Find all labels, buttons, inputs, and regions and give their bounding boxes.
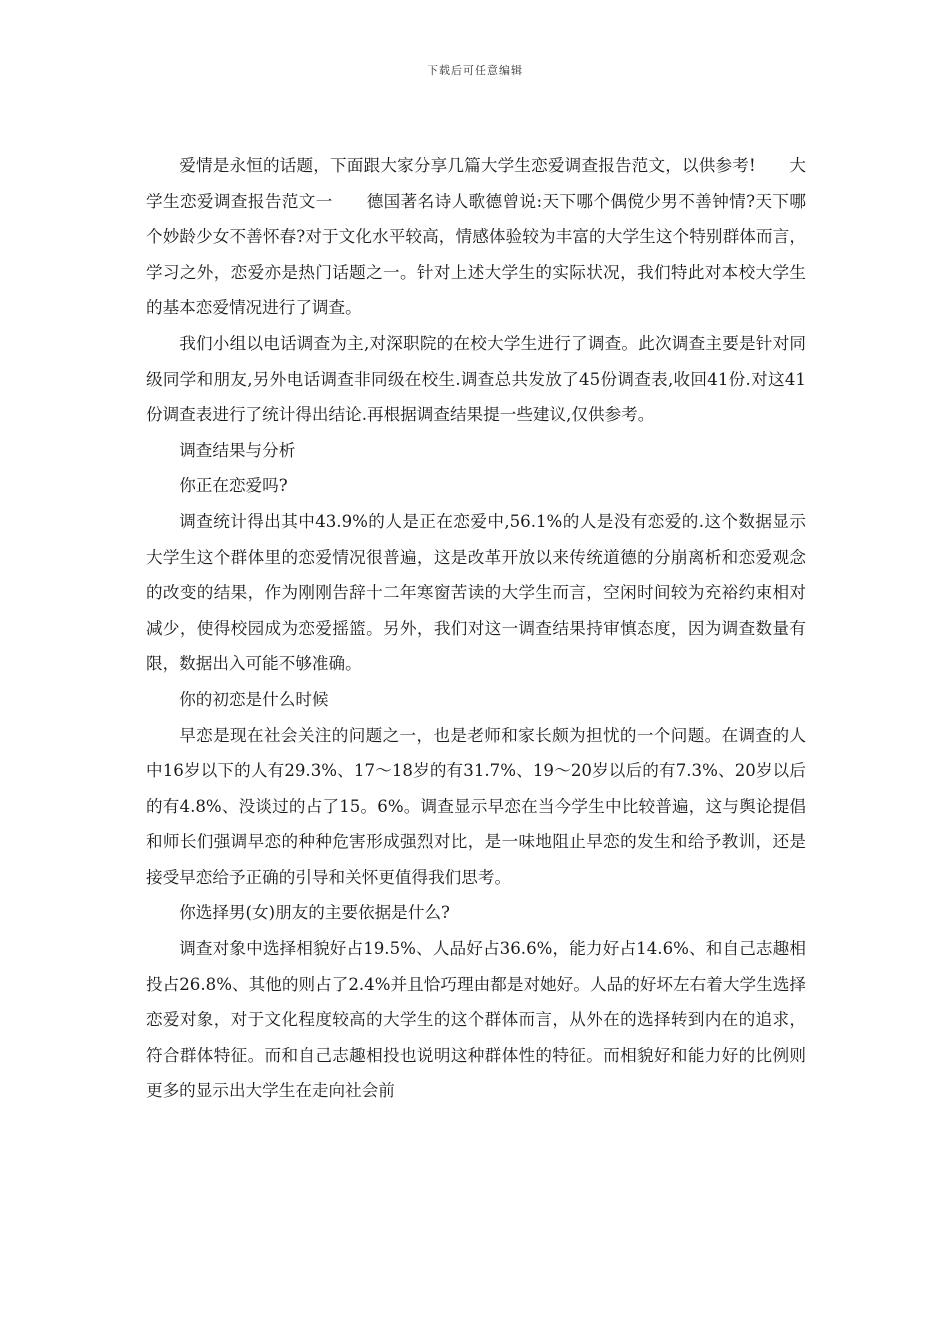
paragraph-criteria-analysis: 调查对象中选择相貌好占19.5%、人品好占36.6%，能力好占14.6%、和自己志趣相投占26.8%、其他的则占了2.4%并且恰巧理由都是对她好。人品的好坏左右着大学生选择恋爱对象，对于文化程度较高的大学生的这个群体而言，从外在的选择转到内在的追求，符合群体特征。而和自己志趣相投也说明这种群体性的特征。而相貌好和能力好的比例则更多的显示出大学生在走向社会前 (146, 939, 806, 1101)
question-heading-criteria: 你选择男(女)朋友的主要依据是什么? (179, 903, 450, 923)
document-body (146, 148, 806, 1109)
question-heading-first-love: 你的初恋是什么时候 (179, 689, 329, 709)
question-heading-in-love: 你正在恋爱吗? (179, 476, 288, 496)
section-heading-results: 调查结果与分析 (179, 440, 296, 460)
paragraph-in-love-analysis: 调查统计得出其中43.9%的人是正在恋爱中,56.1%的人是没有恋爱的.这个数据显示大学生这个群体里的恋爱情况很普遍，这是改革开放以来传统道德的分崩离析和恋爱观念的改变的结果，作为刚刚告辞十二年寒窗苦读的大学生而言，空闲时间较为充裕约束相对减少，使得校园成为恋爱摇篮。另外，我们对这一调查结果持审慎态度，因为调查数量有限，数据出入可能不够准确。 (146, 511, 806, 674)
paragraph-method: 我们小组以电话调查为主,对深职院的在校大学生进行了调查。此次调查主要是针对同级同学和朋友,另外电话调查非同级在校生.调查总共发放了45份调查表,收回41份.对这41份调查表进行了统计得出结论.再根据调查结果提一些建议,仅供参考。 (146, 333, 806, 425)
paragraph-intro: 爱情是永恒的话题，下面跟大家分享几篇大学生恋爱调查报告范文，以供参考! 大学生恋爱调查报告范文一 德国著名诗人歌德曾说:天下哪个偶傥少男不善钟情?天下哪个妙龄少女不善怀春?对于文化水平较高，情感体验较为丰富的大学生这个特别群体而言，学习之外，恋爱亦是热门话题之一。针对上述大学生的实际状况，我们特此对本校大学生的基本恋爱情况进行了调查。 (146, 156, 806, 318)
page-header: 下载后可任意编辑 (427, 64, 523, 77)
paragraph-first-love-analysis: 早恋是现在社会关注的问题之一，也是老师和家长颇为担忧的一个问题。在调查的人中16岁以下的人有29.3%、17～18岁的有31.7%、19～20岁以后的有7.3%、20岁以后的有4.8%、没谈过的占了15。6%。调查显示早恋在当今学生中比较普遍，这与舆论提倡和师长们强调早恋的种种危害形成强烈对比，是一味地阻止早恋的发生和给予教训，还是接受早恋给予正确的引导和关怀更值得我们思考。 (146, 725, 806, 887)
